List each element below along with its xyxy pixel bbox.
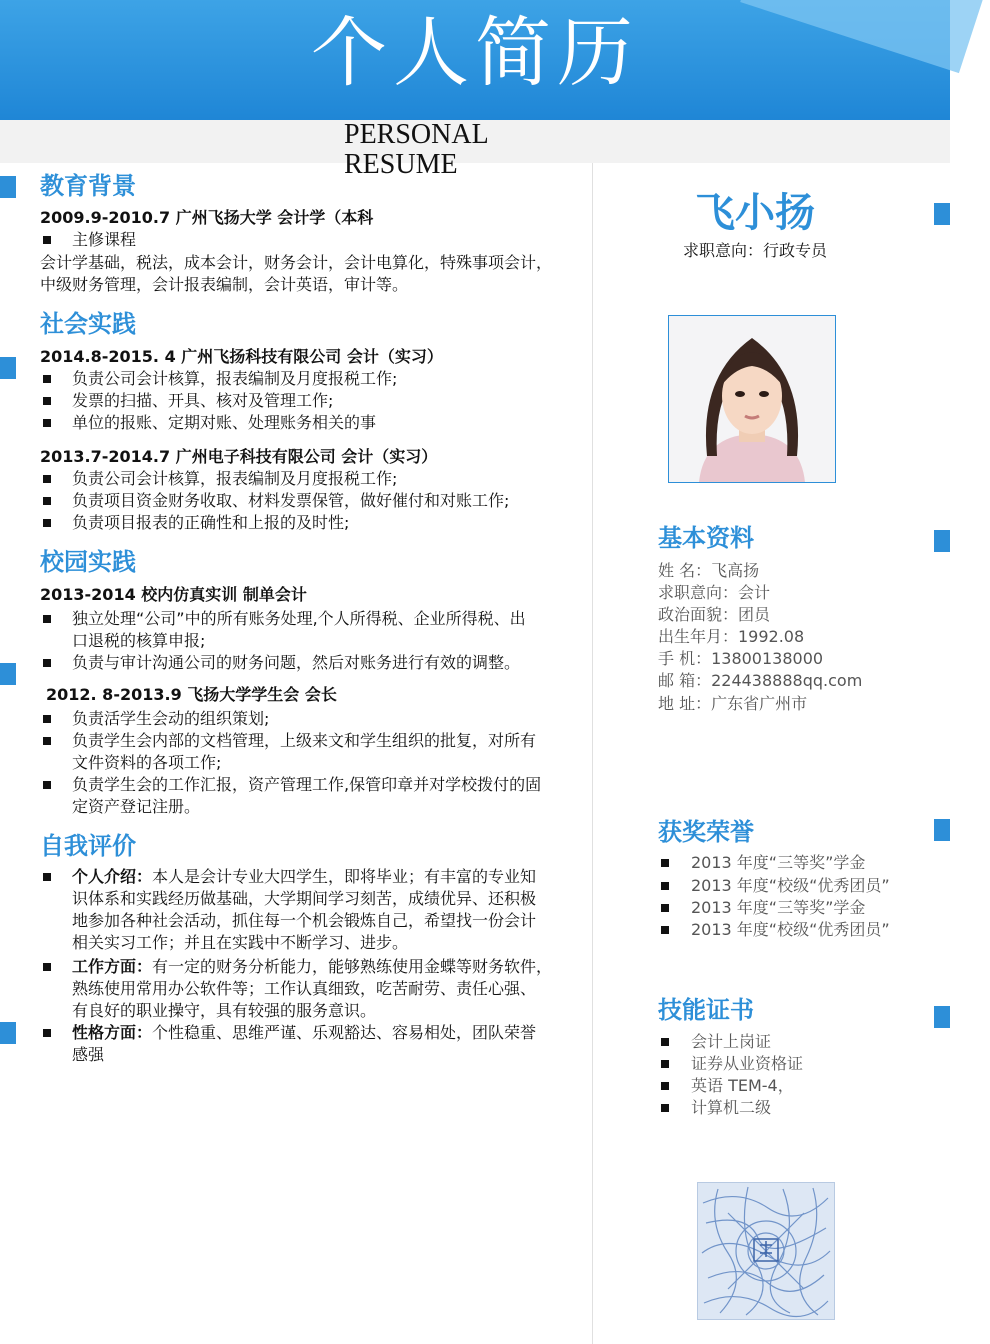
award-item: 2013 年度“三等奖”学金: [691, 853, 866, 872]
bullet: [43, 236, 51, 244]
bullet: [661, 926, 669, 934]
job-item: 文件资料的各项工作;: [72, 753, 222, 772]
bullet: [43, 397, 51, 405]
skill-item: 会计上岗证: [691, 1032, 772, 1051]
skill-item: 证券从业资格证: [691, 1054, 804, 1073]
section-marker: [0, 663, 16, 685]
basic-info-row: 邮 箱：224438888qq.com: [658, 671, 863, 690]
job-item: 负责项目资金财务收取、材料发票保管，做好催付和对账工作;: [72, 491, 510, 510]
section-marker: [0, 1022, 16, 1044]
section-marker: [934, 1006, 950, 1028]
campus-title: 校园实践: [40, 548, 136, 576]
eval-line: 有良好的职业操守，具有较强的服务意识。: [72, 1001, 377, 1020]
bullet: [43, 375, 51, 383]
awards-title: 获奖荣誉: [658, 818, 754, 846]
bullet: [43, 475, 51, 483]
bullet: [661, 1104, 669, 1112]
eval-label: 个人介绍：: [72, 867, 153, 886]
job-header: 2014.8-2015. 4 广州飞扬科技有限公司 会计（实习）: [40, 347, 443, 366]
bullet: [43, 737, 51, 745]
eval-line: 相关实习工作；并且在实践中不断学习、进步。: [72, 933, 409, 952]
eval-text: 个性稳重、思维严谨、乐观豁达、容易相处，团队荣誉: [152, 1023, 537, 1042]
job-item: 定资产登记注册。: [72, 797, 201, 816]
bullet: [43, 659, 51, 667]
eval-line: [72, 866, 536, 888]
bullet: [43, 615, 51, 623]
job-header: 2012. 8-2013.9 飞扬大学学生会 会长: [46, 685, 337, 704]
education-line: 2009.9-2010.7 广州飞扬大学 会计学（本科: [40, 208, 374, 227]
skills-title: 技能证书: [658, 996, 754, 1024]
bullet: [661, 904, 669, 912]
bullet: [43, 1029, 51, 1037]
bullet: [43, 715, 51, 723]
resume-subtitle: PERSONAL RESUME: [344, 119, 488, 180]
basic-info-row: 地 址：广东省广州市: [658, 694, 808, 713]
bullet: [661, 882, 669, 890]
bullet: [661, 1038, 669, 1046]
eval-line: 识体系和实践经历做基础，大学期间学习刻苦，成绩优异、还积极: [72, 889, 537, 908]
scribble-seal-image: [697, 1182, 835, 1320]
basic-info-row: 姓 名：飞高扬: [658, 561, 760, 580]
job-item: 负责学生会的工作汇报，资产管理工作,保管印章并对学校拨付的固: [72, 775, 542, 794]
section-marker: [0, 357, 16, 379]
eval-label: 性格方面：: [72, 1023, 153, 1042]
courses-line: 会计学基础，税法，成本会计，财务会计，会计电算化，特殊事项会计，: [40, 253, 553, 272]
courses-line: 中级财务管理，会计报表编制，会计英语，审计等。: [40, 275, 409, 294]
section-marker: [934, 203, 950, 225]
course-label: 主修课程: [72, 230, 137, 249]
seal-scribble-icon: [698, 1183, 834, 1319]
basic-info-row: 出生年月：1992.08: [658, 627, 805, 646]
basic-info-row: 手 机：13800138000: [658, 649, 824, 668]
eval-line: 熟练使用常用办公软件等；工作认真细致，吃苦耐劳、责任心强、: [72, 979, 537, 998]
job-item: 负责项目报表的正确性和上报的及时性;: [72, 513, 350, 532]
bullet: [43, 497, 51, 505]
job-header: 2013.7-2014.7 广州电子科技有限公司 会计（实习）: [40, 447, 438, 466]
column-divider: [592, 163, 593, 1344]
header-banner: [0, 0, 950, 120]
section-marker: [934, 530, 950, 552]
eval-label: 工作方面：: [72, 957, 153, 976]
eval-line: 感强: [72, 1045, 105, 1064]
eval-line: [72, 1022, 536, 1044]
basic-info-title: 基本资料: [658, 524, 754, 552]
bullet: [43, 963, 51, 971]
job-item: 负责公司会计核算，报表编制及月度报税工作;: [72, 369, 398, 388]
job-objective: 求职意向：行政专员: [682, 241, 827, 260]
skill-item: 计算机二级: [691, 1098, 772, 1117]
job-header: 2013-2014 校内仿真实训 制单会计: [40, 585, 307, 604]
section-marker: [0, 176, 16, 198]
candidate-name: 飞小扬: [695, 190, 815, 236]
eval-line: [72, 956, 552, 978]
bullet: [43, 873, 51, 881]
job-item: 口退税的核算申报;: [72, 631, 206, 650]
bullet: [661, 1082, 669, 1090]
subtitle-bar: [0, 119, 950, 180]
bullet: [661, 1060, 669, 1068]
bullet: [43, 519, 51, 527]
award-item: 2013 年度“校级“优秀团员”: [691, 920, 890, 939]
profile-photo: [668, 315, 836, 483]
eval-text: 本人是会计专业大四学生，即将毕业；有丰富的专业知: [152, 867, 537, 886]
bullet: [661, 859, 669, 867]
portrait-illustration: [669, 316, 835, 482]
job-item: 负责公司会计核算，报表编制及月度报税工作;: [72, 469, 398, 488]
self-eval-title: 自我评价: [40, 832, 136, 860]
award-item: 2013 年度“三等奖”学金: [691, 898, 866, 917]
eval-line: 地参加各种社会活动，抓住每一个机会锻炼自己，希望找一份会计: [72, 911, 537, 930]
eval-text: 有一定的财务分析能力，能够熟练使用金蝶等财务软件，: [152, 957, 553, 976]
section-marker: [934, 819, 950, 841]
job-item: 负责与审计沟通公司的财务问题，然后对账务进行有效的调整。: [72, 653, 521, 672]
job-item: 单位的报账、定期对账、处理账务相关的事: [72, 413, 377, 432]
job-item: 发票的扫描、开具、核对及管理工作;: [72, 391, 334, 410]
basic-info-row: 政治面貌：团员: [658, 605, 771, 624]
resume-title: 个人简历: [311, 8, 639, 97]
skill-item: 英语 TEM-4，: [691, 1076, 794, 1095]
bullet: [43, 781, 51, 789]
job-item: 负责活学生会动的组织策划;: [72, 709, 270, 728]
basic-info-row: 求职意向：会计: [658, 583, 771, 602]
job-item: 独立处理“公司”中的所有账务处理,个人所得税、企业所得税、出: [72, 609, 526, 628]
job-item: 负责学生会内部的文档管理，上级来文和学生组织的批复，对所有: [72, 731, 537, 750]
award-item: 2013 年度“校级“优秀团员”: [691, 876, 890, 895]
education-title: 教育背景: [40, 172, 136, 200]
social-title: 社会实践: [40, 310, 136, 338]
bullet: [43, 419, 51, 427]
